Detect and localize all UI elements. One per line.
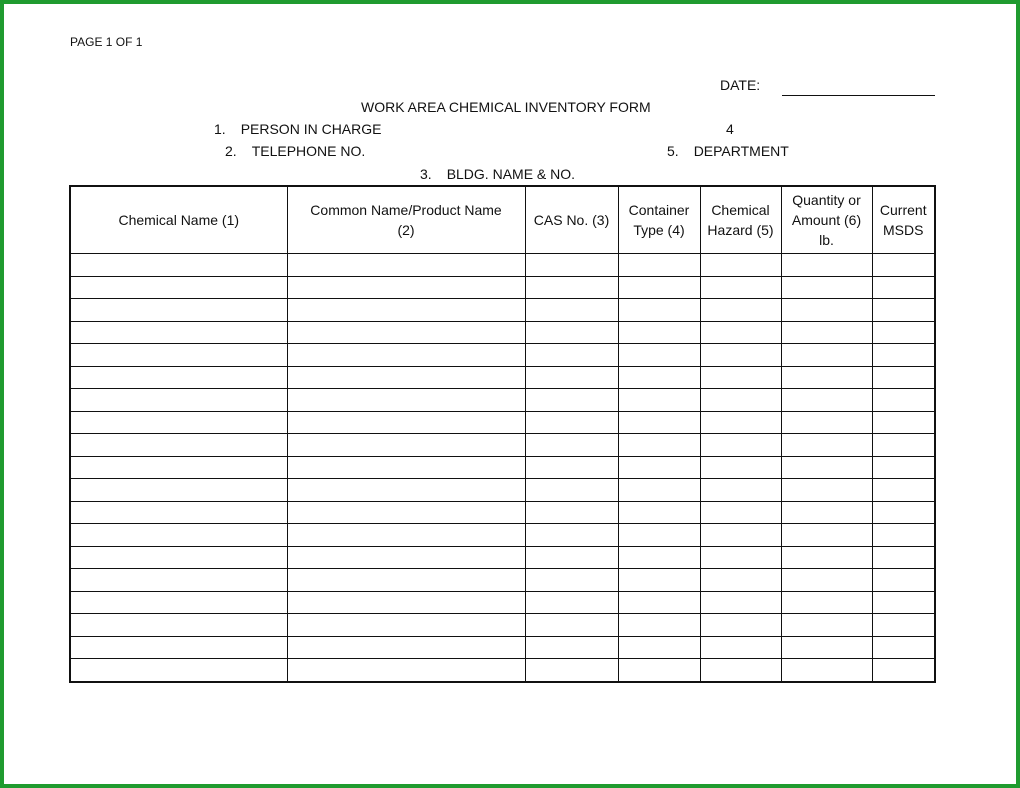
table-cell-common-name[interactable] [287, 614, 525, 637]
table-cell-chemical-name[interactable] [70, 411, 287, 434]
table-cell-cas-no[interactable] [525, 254, 618, 277]
table-cell-quantity[interactable] [781, 366, 872, 389]
table-cell-common-name[interactable] [287, 344, 525, 367]
table-cell-cas-no[interactable] [525, 276, 618, 299]
table-cell-chemical-hazard[interactable] [700, 366, 781, 389]
table-cell-common-name[interactable] [287, 434, 525, 457]
table-cell-common-name[interactable] [287, 546, 525, 569]
table-cell-cas-no[interactable] [525, 321, 618, 344]
field-number: 5. [667, 143, 679, 159]
field-label: BLDG. NAME & NO. [446, 166, 576, 182]
table-cell-chemical-hazard[interactable] [700, 254, 781, 277]
field-department [667, 143, 789, 159]
table-cell-container-type[interactable] [618, 411, 700, 434]
table-cell-container-type[interactable] [618, 276, 700, 299]
table-cell-chemical-hazard[interactable] [700, 321, 781, 344]
table-cell-current-msds[interactable] [872, 524, 935, 547]
column-header-text: Amount (6) [791, 212, 862, 228]
table-cell-cas-no[interactable] [525, 569, 618, 592]
table-cell-container-type[interactable] [618, 344, 700, 367]
table-cell-chemical-hazard[interactable] [700, 659, 781, 682]
table-cell-container-type[interactable] [618, 479, 700, 502]
table-cell-chemical-name[interactable] [70, 299, 287, 322]
column-header-common-name [287, 186, 525, 254]
table-row [70, 591, 935, 614]
table-cell-container-type[interactable] [618, 299, 700, 322]
table-cell-container-type[interactable] [618, 524, 700, 547]
table-cell-common-name[interactable] [287, 254, 525, 277]
table-cell-cas-no[interactable] [525, 591, 618, 614]
table-row [70, 276, 935, 299]
table-body [70, 254, 935, 682]
table-cell-common-name[interactable] [287, 591, 525, 614]
table-cell-chemical-name[interactable] [70, 254, 287, 277]
table-cell-chemical-name[interactable] [70, 546, 287, 569]
table-row [70, 636, 935, 659]
field-number: 1. [214, 121, 226, 137]
table-cell-quantity[interactable] [781, 299, 872, 322]
table-row [70, 501, 935, 524]
field-label: PERSON IN CHARGE [240, 121, 382, 137]
table-cell-current-msds[interactable] [872, 546, 935, 569]
table-cell-chemical-hazard[interactable] [700, 614, 781, 637]
table-cell-current-msds[interactable] [872, 434, 935, 457]
table-cell-common-name[interactable] [287, 411, 525, 434]
table-cell-cas-no[interactable] [525, 389, 618, 412]
field-number: 2. [225, 143, 237, 159]
column-header-text: Quantity or [792, 192, 861, 208]
column-header-current-msds [872, 186, 935, 254]
table-cell-current-msds[interactable] [872, 479, 935, 502]
table-cell-chemical-hazard[interactable] [700, 276, 781, 299]
table-cell-quantity[interactable] [781, 569, 872, 592]
table-cell-chemical-name[interactable] [70, 456, 287, 479]
table-cell-container-type[interactable] [618, 636, 700, 659]
table-cell-container-type[interactable] [618, 366, 700, 389]
table-cell-common-name[interactable] [287, 456, 525, 479]
table-cell-chemical-name[interactable] [70, 344, 287, 367]
table-cell-chemical-name[interactable] [70, 659, 287, 682]
table-cell-container-type[interactable] [618, 389, 700, 412]
field-label: 4 [726, 121, 734, 137]
table-cell-cas-no[interactable] [525, 299, 618, 322]
table-cell-container-type[interactable] [618, 546, 700, 569]
field-4 [726, 121, 734, 137]
table-cell-current-msds[interactable] [872, 389, 935, 412]
table-cell-cas-no[interactable] [525, 636, 618, 659]
table-row [70, 659, 935, 682]
table-cell-chemical-name[interactable] [70, 276, 287, 299]
table-cell-quantity[interactable] [781, 344, 872, 367]
table-cell-current-msds[interactable] [872, 276, 935, 299]
table-row [70, 411, 935, 434]
table-cell-chemical-name[interactable] [70, 366, 287, 389]
table-cell-common-name[interactable] [287, 321, 525, 344]
table-row [70, 569, 935, 592]
table-cell-chemical-name[interactable] [70, 434, 287, 457]
field-label: TELEPHONE NO. [251, 143, 366, 159]
table-row [70, 434, 935, 457]
table-cell-quantity[interactable] [781, 321, 872, 344]
column-header-chemical-name [70, 186, 287, 254]
table-cell-chemical-hazard[interactable] [700, 636, 781, 659]
table-cell-common-name[interactable] [287, 636, 525, 659]
table-cell-cas-no[interactable] [525, 501, 618, 524]
table-cell-cas-no[interactable] [525, 434, 618, 457]
table-cell-current-msds[interactable] [872, 614, 935, 637]
table-cell-common-name[interactable] [287, 479, 525, 502]
table-cell-common-name[interactable] [287, 501, 525, 524]
table-row [70, 321, 935, 344]
table-cell-chemical-name[interactable] [70, 389, 287, 412]
table-cell-quantity[interactable] [781, 479, 872, 502]
table-cell-common-name[interactable] [287, 276, 525, 299]
table-cell-container-type[interactable] [618, 434, 700, 457]
table-cell-chemical-name[interactable] [70, 569, 287, 592]
table-row [70, 254, 935, 277]
table-cell-quantity[interactable] [781, 546, 872, 569]
table-cell-quantity[interactable] [781, 501, 872, 524]
field-person-in-charge [214, 121, 382, 137]
table-cell-chemical-name[interactable] [70, 501, 287, 524]
table-cell-current-msds[interactable] [872, 344, 935, 367]
table-row [70, 479, 935, 502]
table-cell-chemical-name[interactable] [70, 636, 287, 659]
table-cell-container-type[interactable] [618, 614, 700, 637]
table-cell-container-type[interactable] [618, 569, 700, 592]
table-cell-current-msds[interactable] [872, 659, 935, 682]
page-number: PAGE 1 OF 1 [70, 35, 143, 49]
field-building [420, 166, 575, 182]
table-cell-current-msds[interactable] [872, 299, 935, 322]
column-header-container-type [618, 186, 700, 254]
table-cell-current-msds[interactable] [872, 456, 935, 479]
field-label: DEPARTMENT [693, 143, 789, 159]
table-cell-common-name[interactable] [287, 389, 525, 412]
table-cell-container-type[interactable] [618, 659, 700, 682]
table-cell-current-msds[interactable] [872, 321, 935, 344]
table-cell-chemical-hazard[interactable] [700, 299, 781, 322]
form-title: WORK AREA CHEMICAL INVENTORY FORM [361, 99, 651, 115]
column-header-text: MSDS [883, 222, 924, 238]
column-header-text: Chemical [711, 202, 770, 218]
date-field-line[interactable] [782, 95, 935, 96]
inventory-table [69, 185, 936, 683]
table-cell-container-type[interactable] [618, 321, 700, 344]
column-header-text: Current [879, 202, 927, 218]
table-row [70, 366, 935, 389]
table-cell-container-type[interactable] [618, 501, 700, 524]
column-header-text: CAS No. (3) [533, 212, 610, 228]
table-cell-cas-no[interactable] [525, 366, 618, 389]
table-row [70, 344, 935, 367]
table-cell-common-name[interactable] [287, 524, 525, 547]
table-cell-quantity[interactable] [781, 591, 872, 614]
table-cell-cas-no[interactable] [525, 614, 618, 637]
table-header-row [70, 186, 935, 254]
table-cell-common-name[interactable] [287, 569, 525, 592]
table-cell-quantity[interactable] [781, 254, 872, 277]
table-cell-current-msds[interactable] [872, 366, 935, 389]
table-cell-current-msds[interactable] [872, 254, 935, 277]
date-label: DATE: [720, 77, 761, 93]
table-cell-quantity[interactable] [781, 456, 872, 479]
table-cell-cas-no[interactable] [525, 411, 618, 434]
table-cell-current-msds[interactable] [872, 501, 935, 524]
table-cell-quantity[interactable] [781, 524, 872, 547]
table-cell-current-msds[interactable] [872, 591, 935, 614]
column-header-chemical-hazard [700, 186, 781, 254]
table-cell-chemical-hazard[interactable] [700, 501, 781, 524]
table-cell-chemical-name[interactable] [70, 524, 287, 547]
field-number: 3. [420, 166, 432, 182]
column-header-text: Type (4) [633, 222, 685, 238]
table-cell-chemical-name[interactable] [70, 591, 287, 614]
table-cell-container-type[interactable] [618, 254, 700, 277]
table-row [70, 546, 935, 569]
table-row [70, 614, 935, 637]
column-header-text: Common Name/Product Name [310, 202, 502, 218]
table-cell-cas-no[interactable] [525, 456, 618, 479]
table-cell-container-type[interactable] [618, 456, 700, 479]
table-cell-chemical-hazard[interactable] [700, 546, 781, 569]
table-cell-current-msds[interactable] [872, 569, 935, 592]
table-cell-chemical-name[interactable] [70, 614, 287, 637]
table-cell-common-name[interactable] [287, 366, 525, 389]
column-header-text: lb. [819, 232, 834, 248]
table-row [70, 389, 935, 412]
column-header-quantity [781, 186, 872, 254]
table-cell-quantity[interactable] [781, 659, 872, 682]
column-header-text: (2) [397, 222, 415, 238]
table-cell-quantity[interactable] [781, 411, 872, 434]
table-cell-chemical-hazard[interactable] [700, 591, 781, 614]
table-cell-common-name[interactable] [287, 659, 525, 682]
table-row [70, 524, 935, 547]
table-cell-cas-no[interactable] [525, 479, 618, 502]
table-cell-chemical-hazard[interactable] [700, 569, 781, 592]
table-cell-chemical-name[interactable] [70, 479, 287, 502]
table-cell-chemical-hazard[interactable] [700, 411, 781, 434]
table-cell-chemical-hazard[interactable] [700, 344, 781, 367]
table-cell-cas-no[interactable] [525, 344, 618, 367]
table-cell-quantity[interactable] [781, 636, 872, 659]
table-row [70, 456, 935, 479]
table-cell-common-name[interactable] [287, 299, 525, 322]
table-cell-current-msds[interactable] [872, 411, 935, 434]
table-cell-chemical-hazard[interactable] [700, 479, 781, 502]
field-telephone [225, 143, 365, 159]
column-header-text: Container [628, 202, 690, 218]
table-cell-chemical-name[interactable] [70, 321, 287, 344]
column-header-text: Hazard (5) [707, 222, 774, 238]
table-cell-chemical-hazard[interactable] [700, 389, 781, 412]
table-cell-cas-no[interactable] [525, 524, 618, 547]
table-row [70, 299, 935, 322]
table-cell-quantity[interactable] [781, 614, 872, 637]
column-header-cas-no [525, 186, 618, 254]
table-cell-chemical-hazard[interactable] [700, 434, 781, 457]
table-cell-quantity[interactable] [781, 276, 872, 299]
table-cell-cas-no[interactable] [525, 546, 618, 569]
table-cell-current-msds[interactable] [872, 636, 935, 659]
table-cell-quantity[interactable] [781, 434, 872, 457]
table-cell-cas-no[interactable] [525, 659, 618, 682]
table-cell-container-type[interactable] [618, 591, 700, 614]
table-cell-chemical-hazard[interactable] [700, 456, 781, 479]
table-cell-quantity[interactable] [781, 389, 872, 412]
table-cell-chemical-hazard[interactable] [700, 524, 781, 547]
column-header-text: Chemical Name (1) [118, 212, 240, 228]
